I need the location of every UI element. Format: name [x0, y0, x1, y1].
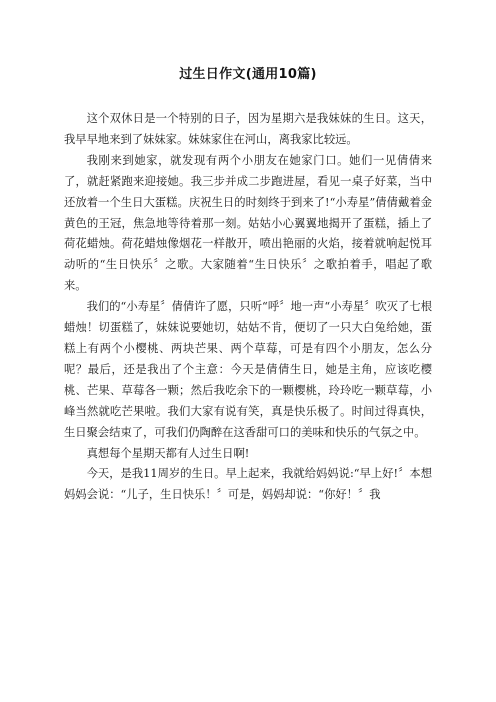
- paragraph-3: 我们的“小寿星〞倩倩许了愿，只听“呼〞地一声“小寿星〞吹灭了七根蜡烛！切蛋糕了，妹妹说要她切，姑姑不肯，便切了一只大白兔给她，蛋糕上有两个小樱桃、两块芒果、两个草莓，可是有四个小朋友，怎么分呢？最后，还是我出了个主意：今天是倩倩生日，她是主角，应该吃樱桃、芒果、草莓各一颗；然后我吃余下的一颗樱桃，玲玲吃一颗草莓，小峰当然就吃芒果啦。我们大家有说有笑，真是快乐极了。时间过得真快，生日聚会结束了，可我们仍陶醉在这香甜可口的美味和快乐的气氛之中。: [64, 300, 432, 439]
- paragraph-2: 我刚来到她家，就发现有两个小朋友在她家门口。她们一见倩倩来了，就赶紧跑来迎接她。我三步并成二步跑进屋，看见一桌子好菜，当中还放着一个生日大蛋糕。庆祝生日的时刻终于到来了!“小寿星”倩倩戴着金黄色的王冠，焦急地等待着那一刻。姑姑小心翼翼地揭开了蛋糕，插上了荷花蜡烛。荷花蜡烛像烟花一样散开，喷出艳丽的火焰，接着就响起悦耳动听的“生日快乐〞之歌。大家随着“生日快乐〞之歌拍着手，唱起了歌来。: [64, 153, 432, 293]
- paragraph-5: 今天，是我11周岁的生日。早上起来，我就给妈妈说:“早上好!〞本想妈妈会说：“儿子，生日快乐！〞可是，妈妈却说：“你好！〞我: [64, 467, 432, 502]
- document-body: [64, 109, 432, 506]
- paragraph-1: 这个双休日是一个特别的日子，因为星期六是我妹妹的生日。这天，我早早地来到了妹妹家。妹妹家住在河山，离我家比较远。: [64, 112, 432, 146]
- document-title: 过生日作文(通用10篇): [179, 67, 317, 82]
- paragraph-4: 真想每个星期天都有人过生日啊!: [86, 446, 250, 460]
